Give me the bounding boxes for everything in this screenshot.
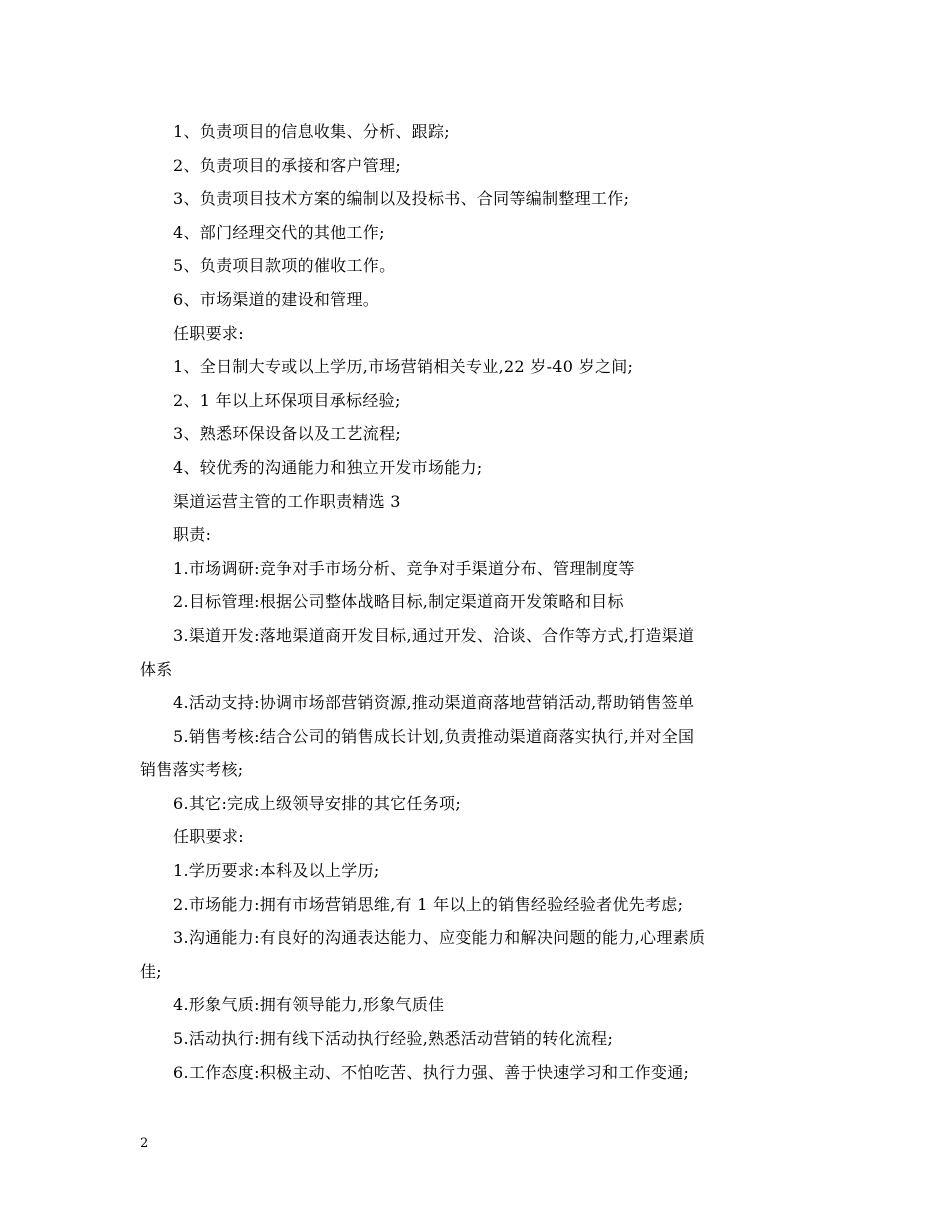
text-line: 3、熟悉环保设备以及工艺流程; [173, 424, 402, 444]
text-line: 6.其它:完成上级领导安排的其它任务项; [173, 793, 462, 813]
section-heading: 任职要求: [173, 323, 244, 343]
section-heading: 任职要求: [173, 827, 244, 847]
text-line: 4、部门经理交代的其他工作; [173, 222, 385, 242]
text-line: 4.形象气质:拥有领导能力,形象气质佳 [173, 995, 445, 1015]
text-line: 2、负责项目的承接和客户管理; [173, 155, 402, 175]
text-line: 3.沟通能力:有良好的沟通表达能力、应变能力和解决问题的能力,心理素质 [173, 928, 706, 948]
text-line-continuation: 佳; [140, 961, 162, 981]
section-title: 渠道运营主管的工作职责精选 3 [173, 491, 401, 511]
text-line: 2.目标管理:根据公司整体战略目标,制定渠道商开发策略和目标 [173, 592, 624, 612]
text-line: 1、负责项目的信息收集、分析、跟踪; [173, 122, 450, 141]
text-line: 6、市场渠道的建设和管理。 [173, 289, 380, 309]
document-body [140, 115, 812, 1089]
text-line: 6.工作态度:积极主动、不怕吃苦、执行力强、善于快速学习和工作变通; [173, 1062, 690, 1082]
text-line: 2.市场能力:拥有市场营销思维,有 1 年以上的销售经验经验者优先考虑; [173, 894, 684, 914]
text-line: 5.销售考核:结合公司的销售成长计划,负责推动渠道商落实执行,并对全国 [173, 726, 695, 746]
text-line: 4、较优秀的沟通能力和独立开发市场能力; [173, 457, 483, 477]
text-line: 5、负责项目款项的催收工作。 [173, 256, 396, 276]
text-line: 5.活动执行:拥有线下活动执行经验,熟悉活动营销的转化流程; [173, 1029, 614, 1049]
text-line-continuation: 体系 [140, 659, 173, 679]
text-line: 2、1 年以上环保项目承标经验; [173, 390, 401, 410]
text-line: 3.渠道开发:落地渠道商开发目标,通过开发、洽谈、合作等方式,打造渠道 [173, 625, 695, 645]
text-line: 1.市场调研:竞争对手市场分析、竞争对手渠道分布、管理制度等 [173, 558, 635, 578]
text-line: 3、负责项目技术方案的编制以及投标书、合同等编制整理工作; [173, 189, 630, 209]
text-line-continuation: 销售落实考核; [140, 760, 244, 780]
page-number: 2 [140, 1136, 149, 1151]
text-line: 1.学历要求:本科及以上学历; [173, 861, 380, 881]
section-heading: 职责: [173, 525, 212, 545]
text-line: 4.活动支持:协调市场部营销资源,推动渠道商落地营销活动,帮助销售签单 [173, 693, 695, 713]
text-line: 1、全日制大专或以上学历,市场营销相关专业,22 岁-40 岁之间; [173, 357, 634, 377]
